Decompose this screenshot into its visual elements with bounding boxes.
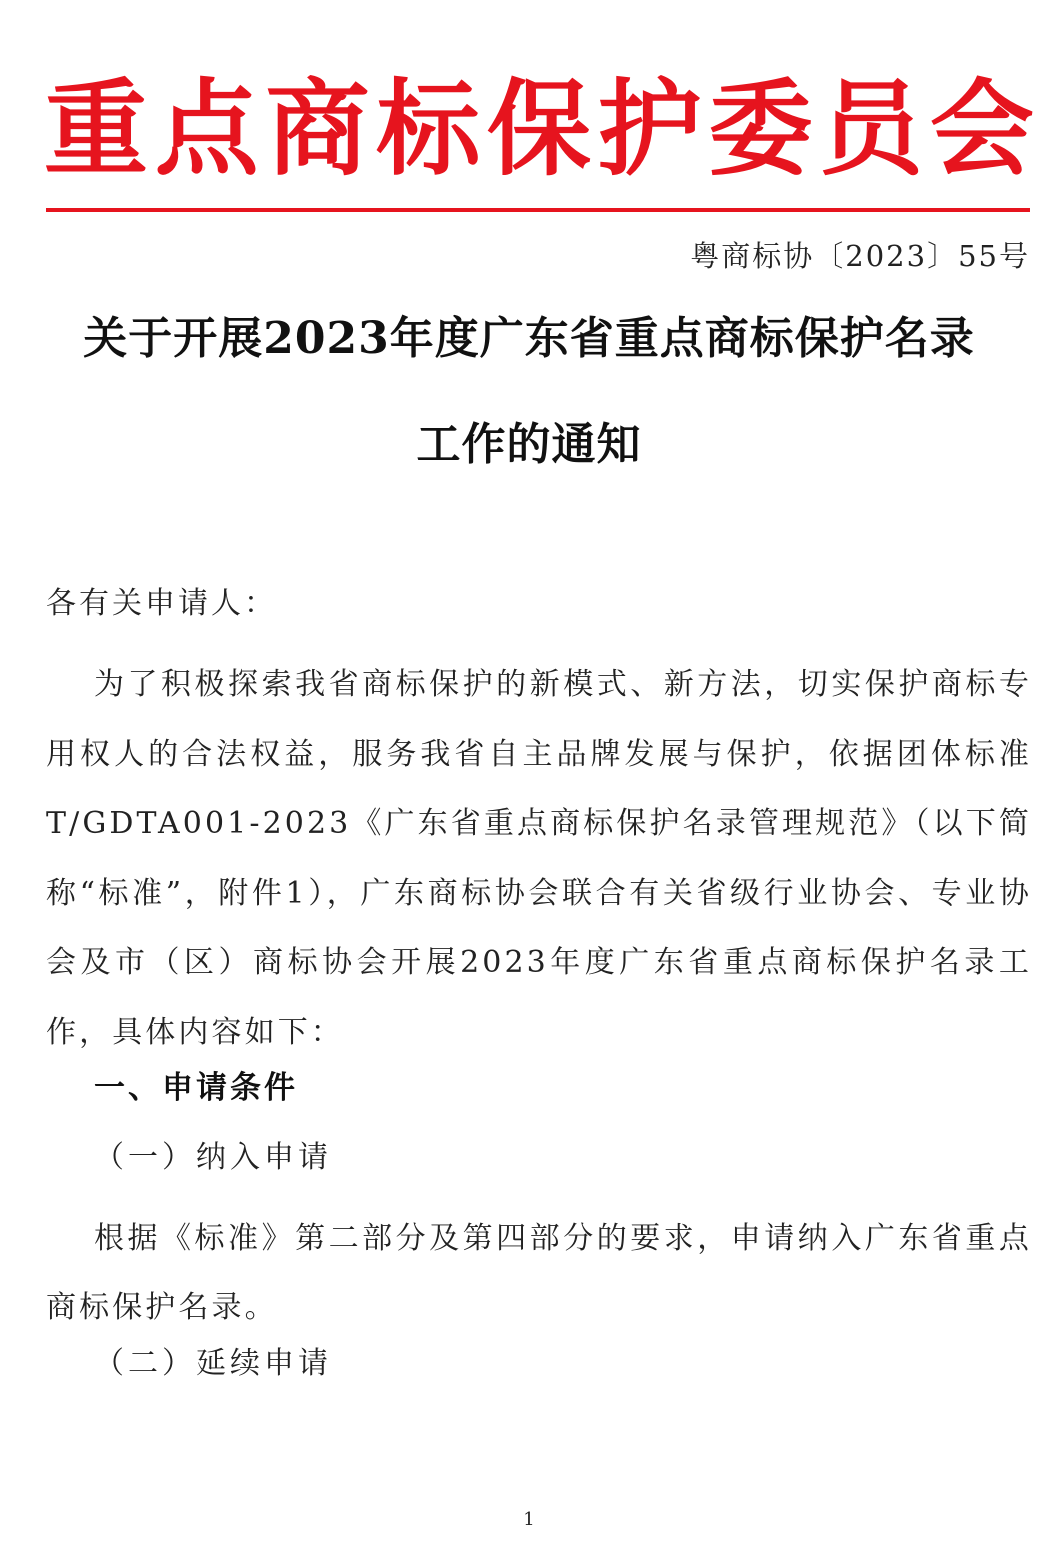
intro-paragraph: 为了积极探索我省商标保护的新模式、新方法，切实保护商标专用权人的合法权益，服务我省自主品牌发展与保护，依据团体标准T/GDTA001-2023《广东省重点商标保护名录管理规范》（以下简称“标准”，附件1），广东商标协会联合有关省级行业协会、专业协会及市（区）商标协会开展2023年度广东省重点商标保护名录工作，具体内容如下： <box>46 667 1032 1050</box>
document-number: 粤商标协〔2023〕55号 <box>690 239 1030 273</box>
header-char: 商 <box>265 68 370 190</box>
document-title-line1: 关于开展2023年度广东省重点商标保护名录 <box>83 313 975 364</box>
document-title-line2: 工作的通知 <box>416 419 642 470</box>
header-divider <box>46 208 1030 212</box>
page-number: 1 <box>523 1509 535 1530</box>
header-char: 重 <box>44 68 149 190</box>
header-char: 保 <box>486 68 591 190</box>
header-char: 标 <box>376 68 481 190</box>
header-char: 点 <box>154 68 259 190</box>
salutation: 各有关申请人： <box>46 586 277 621</box>
section-heading-application-conditions: 一、申请条件 <box>94 1070 298 1106</box>
header-char: 委 <box>708 68 813 190</box>
header-char: 会 <box>929 68 1034 190</box>
header-char: 员 <box>819 68 924 190</box>
inclusion-paragraph: 根据《标准》第二部分及第四部分的要求，申请纳入广东省重点商标保护名录。 <box>46 1221 1032 1325</box>
issuer-header <box>44 66 1034 192</box>
subheading-inclusion-application: （一）纳入申请 <box>94 1140 332 1175</box>
subheading-renewal-application: （二）延续申请 <box>94 1346 332 1381</box>
header-char: 护 <box>597 68 702 190</box>
